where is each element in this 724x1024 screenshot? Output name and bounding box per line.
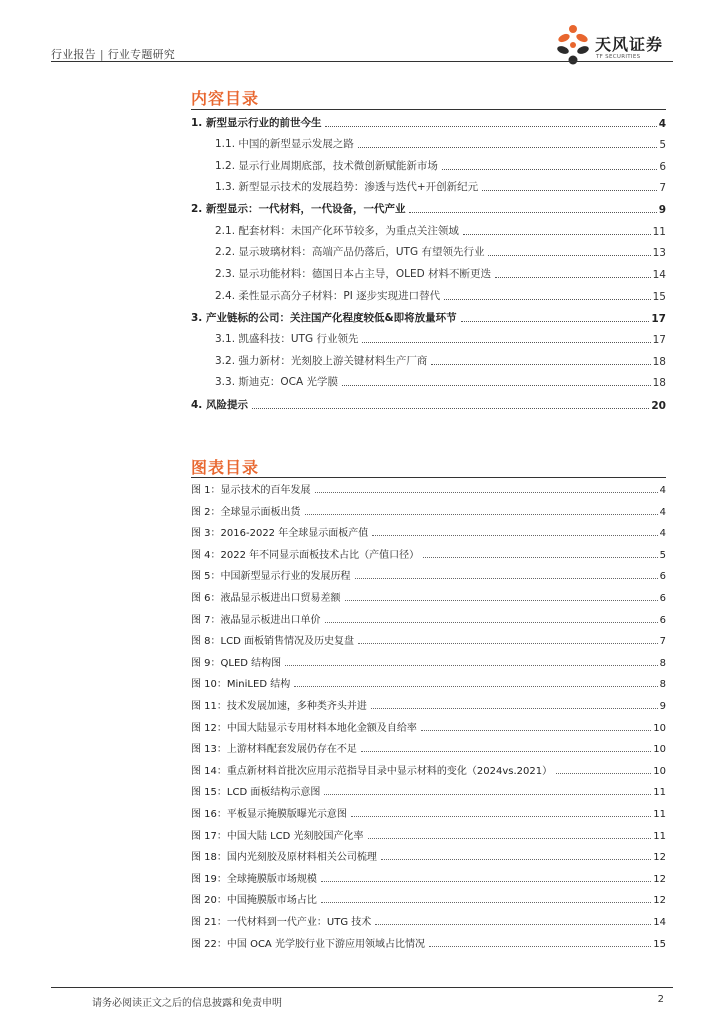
toc-dot-leader (442, 169, 657, 170)
toc-dot-leader (444, 299, 650, 300)
toc-entry-label: 2.4. 柔性显示高分子材料：PI 逐步实现进口替代 (215, 290, 441, 302)
toc-entry-page: 5 (659, 139, 666, 151)
figure-entry-page: 12 (653, 852, 666, 863)
figure-dot-leader (371, 708, 658, 709)
figure-dot-leader (421, 730, 651, 731)
toc-dot-leader (362, 342, 650, 343)
toc-entry-page: 17 (651, 313, 666, 325)
figure-entry-page: 12 (653, 874, 666, 885)
figure-entry-label: 图 8：LCD 面板销售情况及历史复盘 (191, 636, 354, 647)
figure-entry-label: 图 6：液晶显示板进出口贸易差额 (191, 593, 341, 604)
toc-entry-page: 18 (652, 356, 666, 368)
figure-entry-label: 图 17：中国大陆 LCD 光刻胶国产化率 (191, 831, 364, 842)
figure-entry[interactable] (191, 675, 666, 690)
toc-entry-label: 3. 产业链标的公司：关注国产化程度较低&即将放量环节 (191, 312, 457, 324)
figure-entry[interactable] (191, 719, 666, 734)
figure-entry-page: 10 (653, 723, 666, 734)
figure-entry-page: 6 (659, 593, 666, 604)
toc-entry[interactable] (191, 200, 666, 216)
figure-entry-page: 12 (653, 895, 666, 906)
toc-entry[interactable] (191, 352, 666, 368)
figure-entry-label: 图 12：中国大陆显示专用材料本地化金额及自给率 (191, 723, 417, 734)
figure-entry-label: 图 9：QLED 结构图 (191, 658, 282, 669)
figure-entry-label: 图 5：中国新型显示行业的发展历程 (191, 571, 351, 582)
figure-entry-page: 7 (659, 636, 666, 647)
toc-entry-label: 1.3. 新型显示技术的发展趋势：渗透与迭代+开创新纪元 (215, 181, 479, 193)
figure-entry-label: 图 22：中国 OCA 光学胶行业下游应用领域占比情况 (191, 939, 425, 950)
figure-dot-leader (429, 946, 651, 947)
figure-entry[interactable] (191, 589, 666, 604)
toc-title: 内容目录 (191, 89, 260, 108)
toc-entry-page: 6 (659, 161, 666, 173)
figure-entry[interactable] (191, 503, 666, 518)
toc-entry[interactable] (191, 135, 666, 151)
figure-entry-label: 图 11：技术发展加速，多种类齐头并进 (191, 701, 367, 712)
figure-entry-label: 图 4：2022 年不同显示面板技术占比（产值口径） (191, 550, 420, 561)
footer-disclaimer: 请务必阅读正文之后的信息披露和免责申明 (92, 998, 282, 1009)
toc-dot-leader (482, 190, 657, 191)
figure-dot-leader (372, 535, 657, 536)
figure-entry-page: 10 (653, 744, 666, 755)
toc-entry-label: 2. 新型显示：一代材料，一代设备，一代产业 (191, 203, 406, 215)
toc-dot-leader (252, 408, 649, 409)
figure-entry[interactable] (191, 481, 666, 496)
toc-entry[interactable] (191, 157, 666, 173)
figure-entry-page: 10 (653, 766, 666, 777)
toc-dot-leader (342, 385, 651, 386)
toc-entry-label: 1.1. 中国的新型显示发展之路 (215, 138, 354, 150)
toc-entry-page: 15 (652, 291, 666, 303)
report-type-label: 行业报告 (51, 48, 96, 61)
figure-entry[interactable] (191, 783, 666, 798)
figure-entry-label: 图 2：全球显示面板出货 (191, 507, 301, 518)
toc-entry-label: 1.2. 显示行业周期底部，技术微创新赋能新市场 (215, 160, 438, 172)
toc-entry[interactable] (191, 178, 666, 194)
figure-dot-leader (423, 557, 657, 558)
toc-entry-page: 9 (658, 204, 666, 216)
figure-dot-leader (345, 600, 658, 601)
brand-name-en: TF SECURITIES (596, 54, 641, 60)
toc-entry-page: 17 (652, 334, 666, 346)
figure-dot-leader (351, 816, 651, 817)
figure-entry-label: 图 14：重点新材料首批次应用示范指导目录中显示材料的变化（2024vs.2021） (191, 766, 553, 777)
figure-dot-leader (324, 794, 651, 795)
toc-dot-leader (325, 126, 656, 127)
toc-entry-page: 7 (659, 182, 666, 194)
figure-entry-page: 4 (659, 485, 666, 496)
toc-entry[interactable] (191, 243, 666, 259)
figure-dot-leader (294, 686, 657, 687)
toc-title-rule (191, 109, 666, 110)
brand-name-cn: 天风证券 (595, 35, 664, 54)
toc-entry-page: 14 (652, 269, 666, 281)
figure-entry-label: 图 3：2016-2022 年全球显示面板产值 (191, 528, 369, 539)
toc-dot-leader (463, 234, 651, 235)
figure-entry-label: 图 7：液晶显示板进出口单价 (191, 615, 321, 626)
toc-entry[interactable] (191, 396, 666, 412)
figure-entry-page: 6 (659, 571, 666, 582)
figure-entry[interactable] (191, 913, 666, 928)
figures-title: 图表目录 (191, 458, 260, 477)
figure-entry[interactable] (191, 567, 666, 582)
figure-entry[interactable] (191, 827, 666, 842)
figure-dot-leader (355, 578, 658, 579)
toc-dot-leader (431, 364, 650, 365)
figure-entry-page: 6 (659, 615, 666, 626)
toc-dot-leader (409, 212, 656, 213)
figure-entry[interactable] (191, 762, 666, 777)
header-divider (51, 61, 673, 62)
figure-entry-label: 图 19：全球掩膜版市场规模 (191, 874, 317, 885)
figure-dot-leader (321, 902, 651, 903)
figure-entry-label: 图 13：上游材料配套发展仍存在不足 (191, 744, 357, 755)
figure-dot-leader (375, 924, 651, 925)
figure-entry[interactable] (191, 935, 666, 950)
figure-entry[interactable] (191, 524, 666, 539)
toc-entry-label: 3.1. 凯盛科技：UTG 行业领先 (215, 333, 359, 345)
figure-entry-page: 11 (653, 809, 666, 820)
toc-entry-label: 4. 风险提示 (191, 399, 248, 411)
footer-divider (51, 987, 673, 988)
figure-dot-leader (358, 643, 658, 644)
figure-entry[interactable] (191, 546, 666, 561)
toc-entry-label: 3.2. 强力新材：光刻胶上游关键材料生产厂商 (215, 355, 428, 367)
toc-entry[interactable] (191, 373, 666, 389)
tf-securities-logo (555, 24, 673, 70)
figure-dot-leader (321, 881, 651, 882)
toc-entry-label: 2.2. 显示玻璃材料：高端产品仍落后，UTG 有望领先行业 (215, 246, 485, 258)
figure-entry-page: 11 (653, 831, 666, 842)
toc-entry-label: 2.3. 显示功能材料：德国日本占主导，OLED 材料不断更迭 (215, 268, 492, 280)
toc-dot-leader (495, 277, 651, 278)
figure-dot-leader (305, 514, 658, 515)
toc-entry[interactable] (191, 114, 666, 130)
report-category (51, 46, 175, 62)
figure-dot-leader (556, 773, 651, 774)
figure-entry[interactable] (191, 740, 666, 755)
toc-entry[interactable] (191, 309, 666, 325)
figure-entry[interactable] (191, 805, 666, 820)
toc-entry-label: 2.1. 配套材料：未国产化环节较多，为重点关注领域 (215, 225, 459, 237)
toc-entry[interactable] (191, 287, 666, 303)
figure-dot-leader (361, 751, 651, 752)
figure-entry[interactable] (191, 632, 666, 647)
figure-entry-page: 8 (659, 679, 666, 690)
toc-entry[interactable] (191, 265, 666, 281)
figure-dot-leader (315, 492, 658, 493)
toc-entry-page: 20 (651, 400, 666, 412)
figure-entry-label: 图 10：MiniLED 结构 (191, 679, 291, 690)
figure-entry-page: 11 (653, 787, 666, 798)
figure-entry-label: 图 16：平板显示掩膜版曝光示意图 (191, 809, 347, 820)
figure-entry-label: 图 18：国内光刻胶及原材料相关公司梳理 (191, 852, 377, 863)
toc-entry-page: 11 (652, 226, 666, 238)
figure-dot-leader (285, 665, 657, 666)
figure-entry-page: 9 (659, 701, 666, 712)
figure-entry[interactable] (191, 870, 666, 885)
toc-entry[interactable] (191, 222, 666, 238)
figure-dot-leader (325, 622, 658, 623)
figure-entry-label: 图 21：一代材料到一代产业：UTG 技术 (191, 917, 372, 928)
tf-logo-icon (555, 24, 591, 66)
toc-entry-page: 13 (652, 247, 666, 259)
page-number: 2 (657, 994, 664, 1005)
figures-title-rule (191, 477, 666, 478)
figure-entry-page: 5 (659, 550, 666, 561)
figure-entry[interactable] (191, 848, 666, 863)
figure-dot-leader (368, 838, 652, 839)
report-subtype-label: 行业专题研究 (107, 48, 175, 61)
header-separator: | (99, 48, 104, 61)
toc-entry-page: 18 (652, 377, 666, 389)
figure-entry-label: 图 20：中国掩膜版市场占比 (191, 895, 317, 906)
toc-entry-label: 1. 新型显示行业的前世今生 (191, 117, 322, 129)
figure-entry-page: 14 (653, 917, 666, 928)
figure-entry[interactable] (191, 654, 666, 669)
figure-dot-leader (381, 859, 651, 860)
figure-entry-label: 图 1：显示技术的百年发展 (191, 485, 311, 496)
toc-entry-page: 4 (658, 118, 666, 130)
figure-entry-page: 8 (659, 658, 666, 669)
toc-dot-leader (488, 255, 650, 256)
figure-entry-label: 图 15：LCD 面板结构示意图 (191, 787, 321, 798)
toc-entry-label: 3.3. 斯迪克：OCA 光学膜 (215, 376, 338, 388)
toc-entry[interactable] (191, 330, 666, 346)
figure-entry-page: 4 (659, 528, 666, 539)
figure-entry-page: 15 (653, 939, 666, 950)
figure-entry[interactable] (191, 697, 666, 712)
toc-dot-leader (358, 147, 657, 148)
toc-dot-leader (461, 321, 650, 322)
figure-entry[interactable] (191, 611, 666, 626)
figure-entry[interactable] (191, 891, 666, 906)
figure-entry-page: 4 (659, 507, 666, 518)
